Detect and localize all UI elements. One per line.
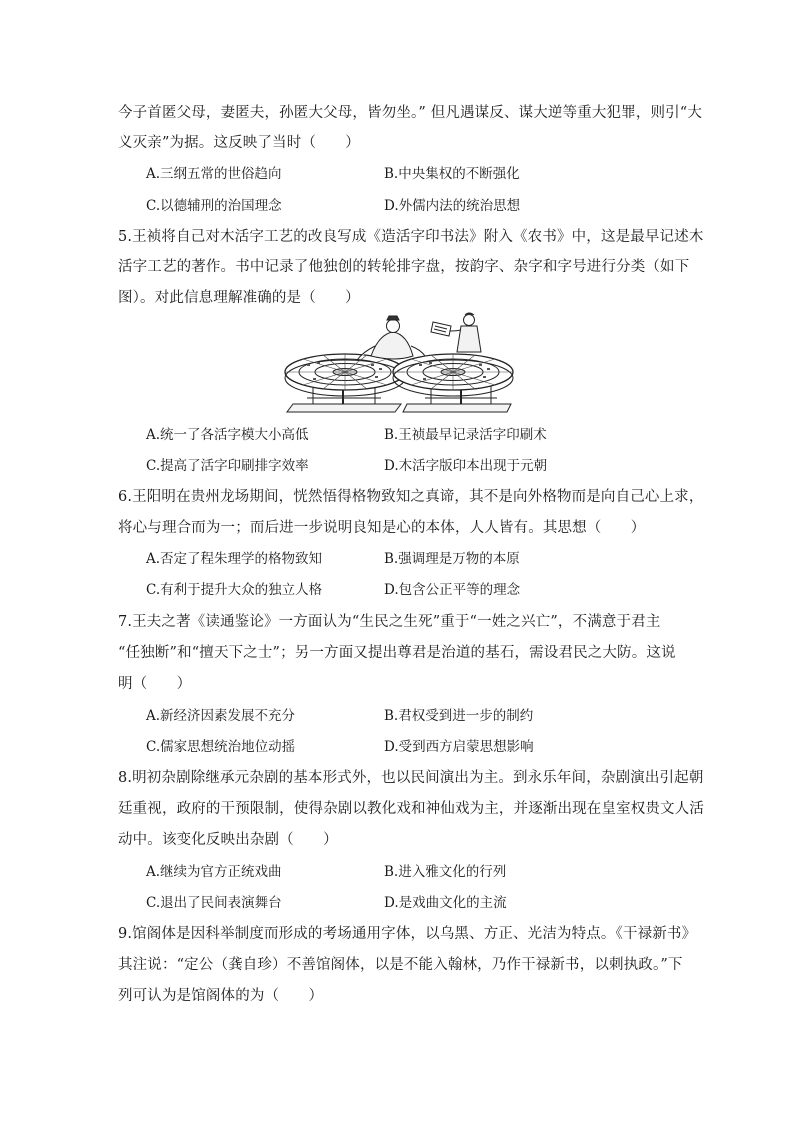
q9-line-3: 列可认为是馆阁体的为（ ） [118, 988, 324, 1004]
q5-option-c[interactable]: C.提高了活字印刷排字效率 [146, 458, 309, 474]
q7-option-b[interactable]: B.君权受到进一步的制约 [384, 708, 534, 724]
q8-option-b[interactable]: B.进入雅文化的行列 [384, 864, 507, 880]
q4-line-2: 义灭亲”为据。这反映了当时（ ） [118, 135, 360, 151]
q5-line-2: 活字工艺的著作。书中记录了他独创的转轮排字盘，按韵字、杂字和字号进行分类（如下 [118, 259, 690, 275]
q7-option-a[interactable]: A.新经济因素发展不充分 [146, 708, 296, 724]
q8-option-a[interactable]: A.继续为官方正统戏曲 [146, 864, 282, 880]
q5-option-d[interactable]: D.木活字版印本出现于元朝 [384, 458, 548, 474]
q8-line-1: 8.明初杂剧除继承元杂剧的基本形式外，也以民间演出为主。到永乐年间，杂剧演出引起朝 [118, 770, 704, 786]
q4-option-a[interactable]: A.三纲五常的世俗趋向 [146, 166, 282, 182]
q9-line-1: 9.馆阁体是因科举制度而形成的考场通用字体，以乌黑、方正、光洁为特点。《干禄新书》 [118, 926, 697, 942]
q6-option-d[interactable]: D.包含公正平等的理念 [384, 582, 521, 598]
q6-option-b[interactable]: B.强调理是万物的本原 [384, 551, 520, 567]
q9-line-2: 其注说：“定公（龚自珍）不善馆阁体，以是不能入翰林，乃作干禄新书，以刺执政。”下 [118, 957, 683, 973]
q5-line-1: 5.王祯将自己对木活字工艺的改良写成《造活字印书法》附入《农书》中，这是最早记述木 [118, 229, 704, 245]
q6-line-2: 将心与理合而为一；而后进一步说明良知是心的本体，人人皆有。其思想（ ） [118, 520, 646, 536]
q6-line-1: 6.王阳明在贵州龙场期间，恍然悟得格物致知之真谛，其不是向外格物而是向自己心上求， [118, 489, 704, 505]
q7-option-d[interactable]: D.受到西方启蒙思想影响 [384, 739, 534, 755]
q7-line-1: 7.王夫之著《读通鉴论》一方面认为“生民之生死”重于“一姓之兴亡”，不满意于君主 [118, 614, 661, 630]
q4-option-d[interactable]: D.外儒内法的统治思想 [384, 198, 521, 214]
q4-line-1: 今子首匿父母，妻匿夫，孙匿大父母，皆勿坐。” 但凡遇谋反、谋大逆等重大犯罪，则引“大 [118, 105, 702, 121]
rotating-type-case-illustration [283, 312, 515, 418]
q8-option-d[interactable]: D.是戏曲文化的主流 [384, 895, 507, 911]
q5-option-b[interactable]: B.王祯最早记录活字印刷术 [384, 427, 547, 443]
q6-option-a[interactable]: A.否定了程朱理学的格物致知 [146, 551, 323, 567]
q7-line-3: 明（ ） [118, 676, 192, 692]
q7-option-c[interactable]: C.儒家思想统治地位动摇 [146, 739, 296, 755]
q5-option-a[interactable]: A.统一了各活字模大小高低 [146, 427, 309, 443]
q8-line-2: 廷重视，政府的干预限制，使得杂剧以教化戏和神仙戏为主，并逐渐出现在皇室权贵文人活 [118, 801, 704, 817]
q4-option-b[interactable]: B.中央集权的不断强化 [384, 166, 520, 182]
q8-option-c[interactable]: C.退出了民间表演舞台 [146, 895, 282, 911]
q5-line-3: 图）。对此信息理解准确的是（ ） [118, 290, 360, 306]
q4-option-c[interactable]: C.以德辅刑的治国理念 [146, 198, 282, 214]
q8-line-3: 动中。该变化反映出杂剧（ ） [118, 832, 338, 848]
q6-option-c[interactable]: C.有利于提升大众的独立人格 [146, 582, 323, 598]
q7-line-2: “任独断”和“擅天下之士”；另一方面又提出尊君是治道的基石，需设君民之大防。这说 [118, 645, 676, 661]
